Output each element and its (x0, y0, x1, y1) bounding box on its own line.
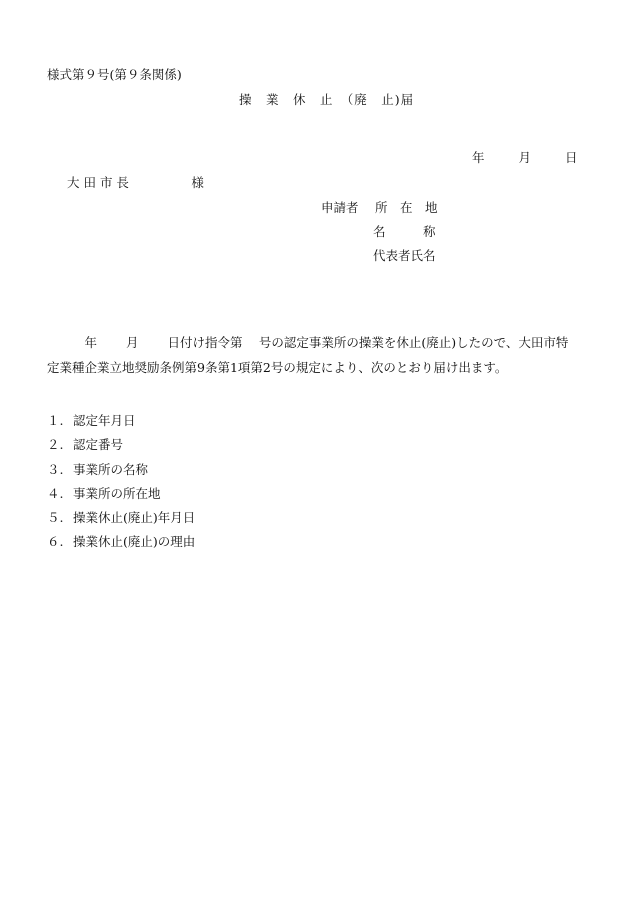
item-list (47, 413, 195, 559)
document-title: 操 業 休 止 （廃 止)届 (239, 92, 415, 107)
date-line (472, 150, 578, 166)
list-item (47, 486, 195, 510)
addressee: 大 田 市 長 様 (67, 175, 204, 190)
body-line-1: 年 月 日付け指令第 号の認定事業所の操業を休止(廃止)したので、大田市特 (47, 335, 569, 350)
item-number: ５. (47, 510, 64, 526)
item-number: ６. (47, 534, 64, 550)
item-label: 操業休止(廃止)年月日 (73, 510, 196, 526)
form-number: 様式第９号(第９条関係) (47, 67, 182, 82)
body-paragraph (47, 330, 585, 380)
list-item (47, 462, 195, 486)
item-number: ２. (47, 437, 64, 453)
list-item (47, 413, 195, 437)
item-number: １. (47, 413, 64, 428)
date-year-label: 年 (472, 150, 485, 165)
item-number: ３. (47, 461, 64, 477)
body-line-2: 定業種企業立地奨励条例第9条第1項第2号の規定により、次のとおり届け出ます。 (47, 360, 508, 375)
date-day-label: 日 (565, 150, 578, 165)
applicant-representative-label: 代表者氏名 (373, 248, 436, 263)
date-month-label: 月 (518, 150, 532, 165)
item-label: 事業所の所在地 (73, 485, 161, 501)
item-label: 操業休止(廃止)の理由 (73, 534, 196, 550)
list-item (47, 437, 195, 461)
list-item (47, 510, 195, 534)
item-label: 認定年月日 (73, 413, 136, 428)
applicant-address-label: 申請者 所 在 地 (321, 200, 438, 215)
item-label: 認定番号 (73, 437, 124, 453)
item-number: ４. (47, 485, 64, 501)
applicant-name-label: 名 称 (373, 224, 436, 239)
item-label: 事業所の名称 (73, 461, 149, 477)
list-item (47, 534, 195, 558)
